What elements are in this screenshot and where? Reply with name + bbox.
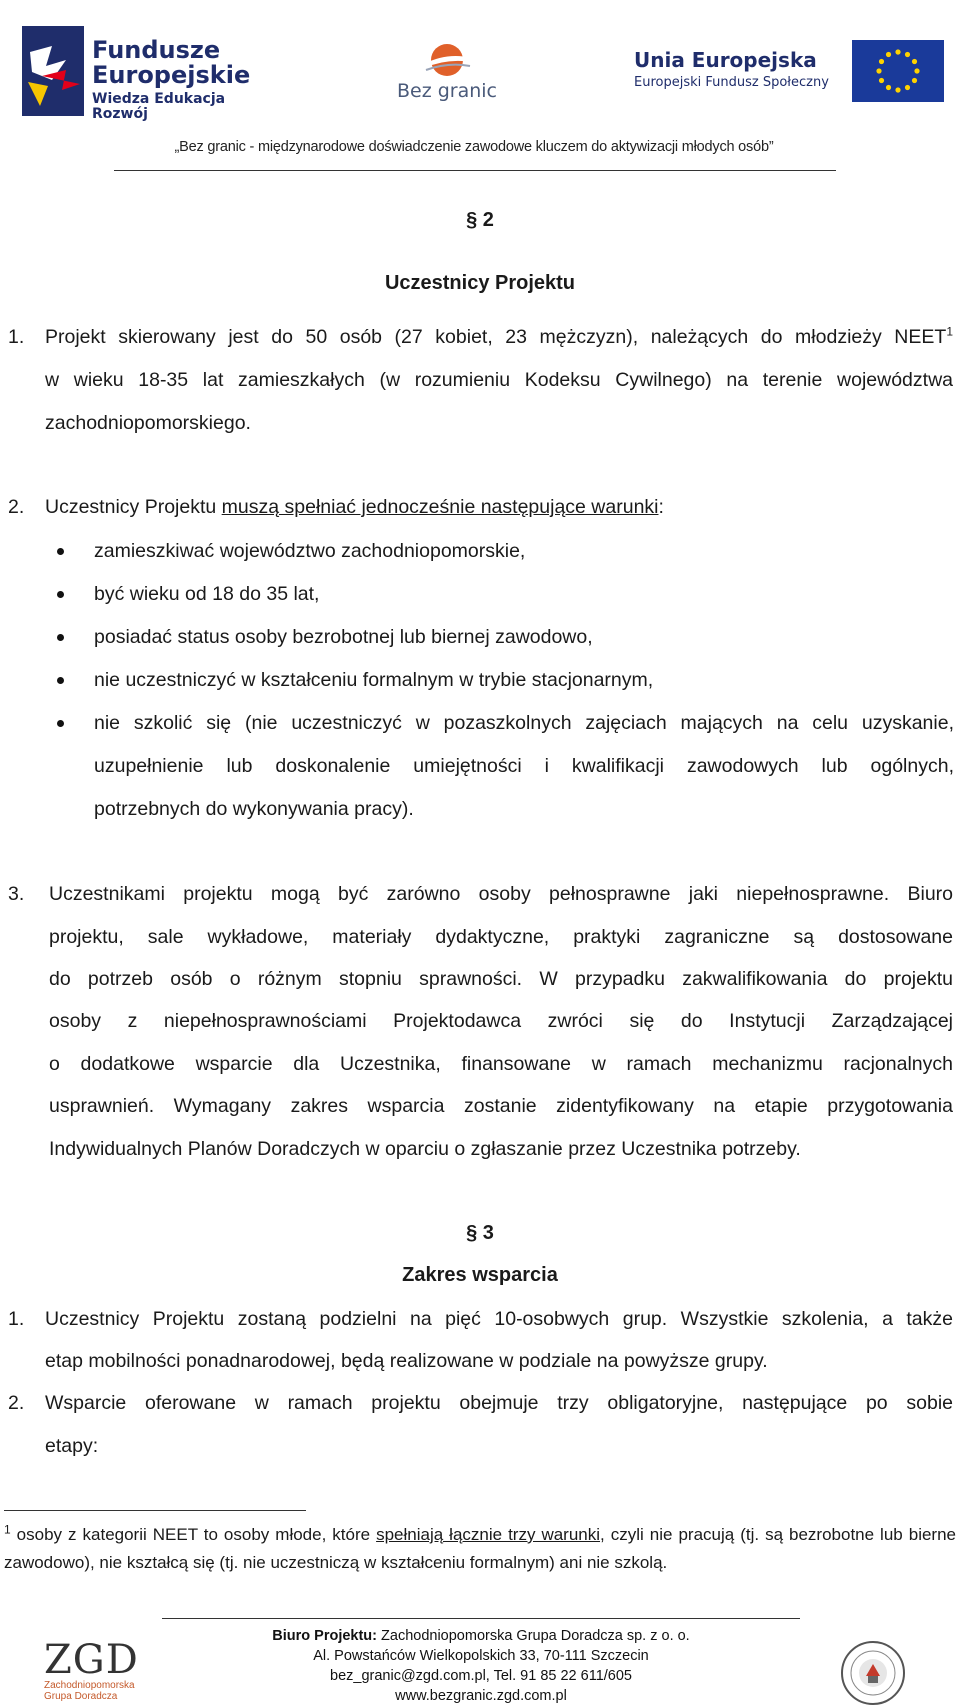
bullet-5-line2: uzupełnienie lub doskonalenie umiejętności i kwalifikacji zawodowych lub ogólnych, (94, 755, 954, 777)
s3-p2-number: 2. (8, 1392, 25, 1414)
bullet-dot (57, 634, 64, 641)
bez-granic-logo (392, 38, 502, 108)
fundusze-europejskie-logo (12, 18, 272, 123)
ue-title: Unia Europejska (634, 48, 817, 72)
footnote-ref: 1 (946, 324, 953, 339)
s2-p1-number: 1. (8, 326, 25, 348)
s2-p3-line: osoby z niepełnosprawnościami Projektodawca zwróci się do Instytucji Zarządzającej (49, 1010, 953, 1032)
conditions-underlined: muszą spełniać jednocześnie następujące warunki (221, 496, 659, 518)
s2-p1-line3: zachodniopomorskiego. (45, 412, 251, 434)
header-divider (114, 170, 836, 171)
zgd-sub-1: Zachodniopomorska (44, 1680, 135, 1691)
fe-title-1: Fundusze (92, 36, 221, 64)
s2-p1-line1: Projekt skierowany jest do 50 osób (27 kobiet, 23 mężczyzn), należących do młodzieży NEET$^1$ (45, 324, 953, 348)
unia-europejska-logo (634, 40, 944, 104)
footer-website: www.bezgranic.zgd.com.pl (395, 1688, 567, 1704)
bullet-dot (57, 720, 64, 727)
footnote-underlined: spełniają łącznie trzy warunki (376, 1525, 601, 1544)
zgd-logo (44, 1637, 139, 1702)
eu-flag-icon (852, 40, 944, 102)
footer-contact-line: bez_granic@zgd.com.pl, Tel. 91 85 22 611/605 (330, 1668, 632, 1684)
page-header (0, 0, 960, 175)
bullet-5-line1: nie szkolić się (nie uczestniczyć w pozaszkolnych zajęciach mających na celu uzyskanie, (94, 712, 954, 734)
s2-p1-line2: w wieku 18-35 lat zamieszkałych (w rozumieniu Kodeksu Cywilnego) na terenie województwa (45, 369, 953, 391)
section-3-title: Zakres wsparcia (402, 1264, 558, 1286)
s2-p3-line: o dodatkowe wsparcie dla Uczestnika, finansowane w ramach mechanizmu racjonalnych (49, 1053, 953, 1075)
s3-p2-line2: etapy: (45, 1435, 99, 1457)
footnote: $^1$ osoby z kategorii NEET to osoby młode, które spełniają łącznie trzy warunki, czyli nie pracują (tj. są bezrobotne lub bierne zawodowo), nie kształcą się (tj. nie uczestniczą w kształceniu formalnym) ani nie szkolą. (4, 1522, 956, 1572)
s2-p3-line: do potrzeb osób o różnym stopniu sprawności. W przypadku zakwalifikowania do projektu (49, 968, 953, 990)
footer-address: Al. Powstańców Wielkopolskich 33, 70-111 Szczecin (313, 1648, 649, 1664)
zgd-sub-2: Grupa Doradcza (44, 1691, 118, 1702)
s3-p1-number: 1. (8, 1308, 25, 1330)
fe-subtitle: Wiedza Edukacja Rozwój (92, 91, 226, 123)
s3-p1-line1: Uczestnicy Projektu zostaną podzielni na pięć 10-osobwych grup. Wszystkie szkolenia, a także (45, 1308, 953, 1330)
s2-p2-number: 2. (8, 496, 25, 518)
fundusze-star-icon (22, 26, 84, 116)
footnote-divider (4, 1510, 306, 1511)
bez-granic-text: Bez granic (396, 80, 498, 102)
bullet-dot (57, 548, 64, 555)
s2-p2-intro: Uczestnicy Projektu muszą spełniać jednocześnie następujące warunki: (45, 496, 664, 518)
s2-p3-line: usprawnień. Wymagany zakres wsparcia zostanie zidentyfikowany na etapie przygotowania (49, 1095, 953, 1117)
footnote-mark: 1 (4, 1522, 11, 1537)
bullet-item: być wieku od 18 do 35 lat, (94, 583, 320, 605)
footer-contact (162, 1626, 800, 1706)
s2-p3-line: projektu, sale wykładowe, materiały dydaktyczne, praktyki zagraniczne są dostosowane (49, 926, 953, 948)
ue-subtitle: Europejski Fundusz Społeczny (634, 75, 829, 90)
bullet-item: nie uczestniczyć w kształceniu formalnym w trybie stacjonarnym, (94, 669, 654, 691)
s2-p3-line: Indywidualnych Planów Doradczych w oparciu o zgłaszanie przez Uczestnika potrzeby. (49, 1138, 801, 1160)
bullet-item: zamieszkiwać województwo zachodniopomorskie, (94, 540, 526, 562)
section-3-symbol: § 3 (466, 1222, 494, 1244)
integration-centre-seal-icon (840, 1640, 906, 1706)
s3-p2-line1: Wsparcie oferowane w ramach projektu obejmuje trzy obligatoryjne, następujące po sobie (45, 1392, 953, 1414)
bullet-dot (57, 677, 64, 684)
footer-office: Biuro Projektu: Zachodniopomorska Grupa Doradcza sp. z o. o. (272, 1628, 690, 1644)
bullet-item: posiadać status osoby bezrobotnej lub biernej zawodowo, (94, 626, 593, 648)
bullet-dot (57, 591, 64, 598)
s3-p1-line2: etap mobilności ponadnarodowej, będą realizowane w podziale na powyższe grupy. (45, 1350, 768, 1372)
s2-p3-line: Uczestnikami projektu mogą być zarówno osoby pełnosprawne jaki niepełnosprawne. Biuro (49, 883, 953, 905)
bez-granic-sun-icon (420, 38, 474, 78)
section-2-title: Uczestnicy Projektu (384, 272, 576, 294)
fe-title-2: Europejskie (92, 61, 251, 90)
bullet-5-line3: potrzebnych do wykonywania pracy). (94, 798, 414, 820)
footer-divider (162, 1618, 800, 1619)
section-2-symbol: § 2 (466, 209, 494, 231)
zgd-logo-text: ZGD (44, 1637, 139, 1683)
project-motto: „Bez granic - międzynarodowe doświadczenie zawodowe kluczem do aktywizacji młodych osób” (174, 139, 774, 155)
s2-p3-number: 3. (8, 883, 25, 905)
